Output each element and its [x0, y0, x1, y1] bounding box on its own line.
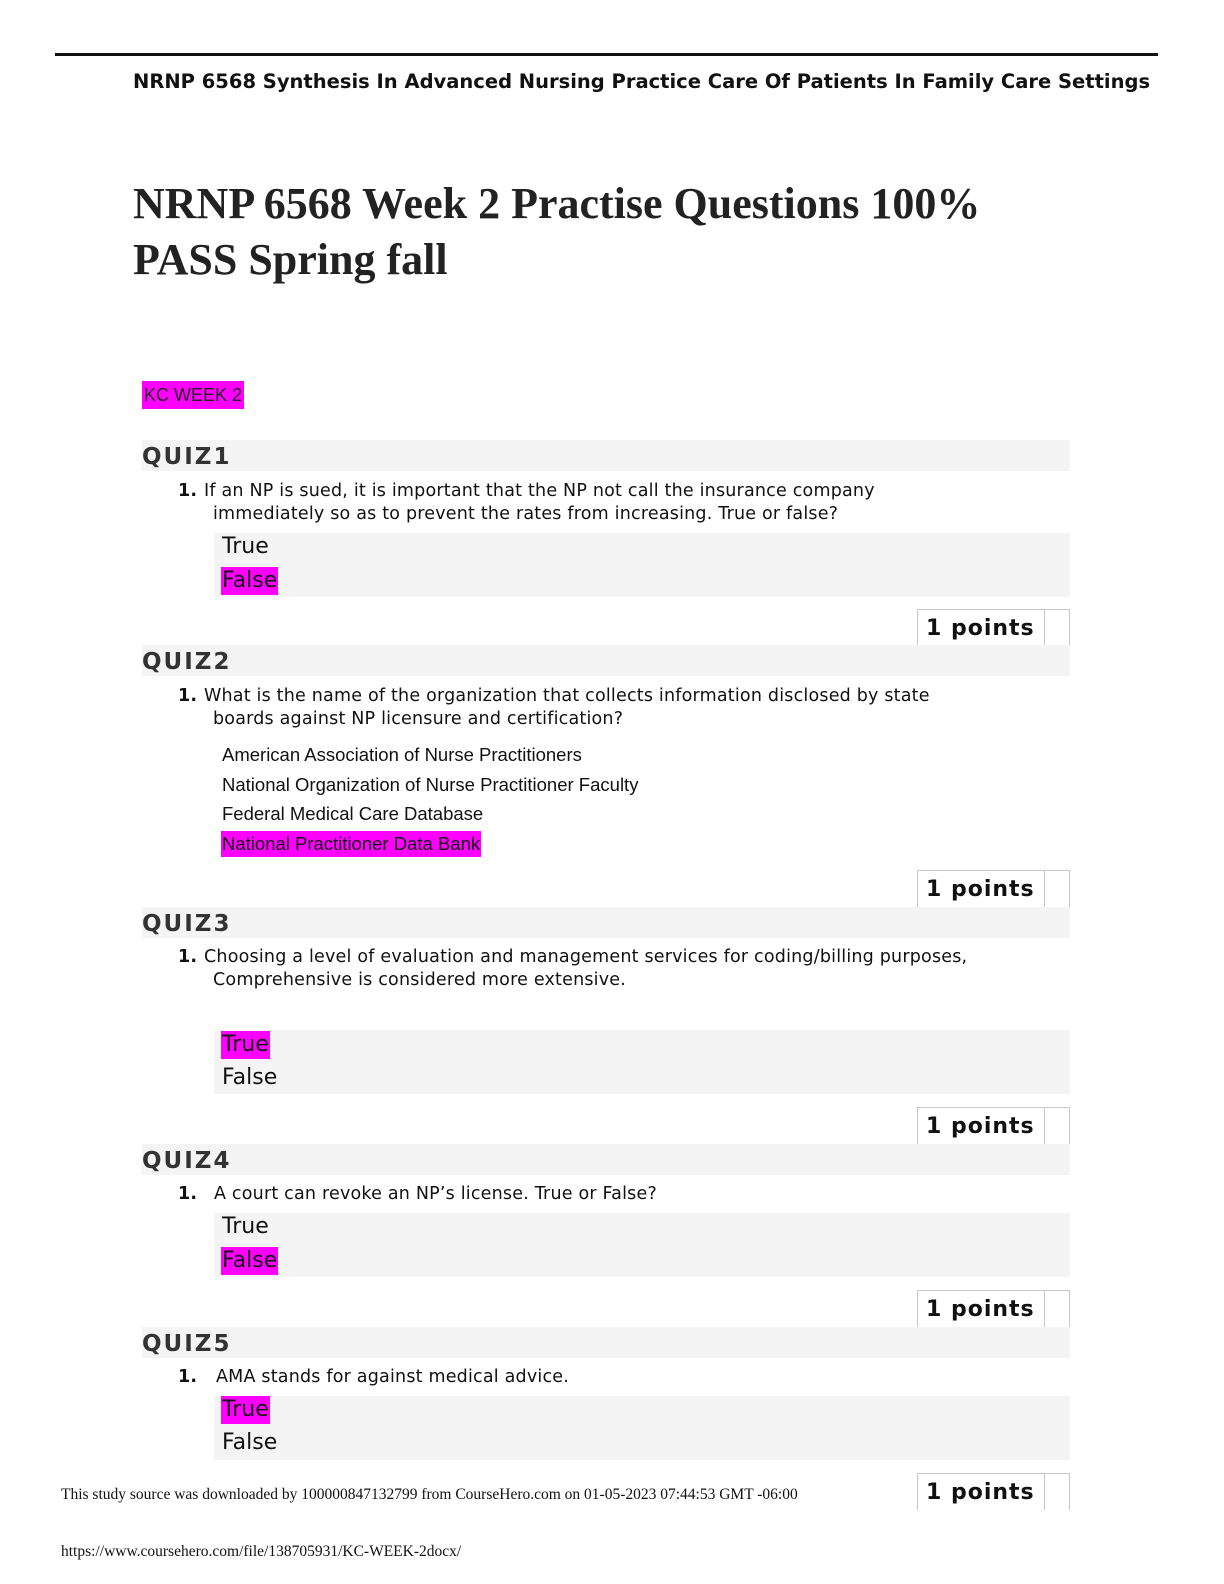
quiz-2-question	[178, 685, 1058, 731]
quiz-4-option-true[interactable]: True	[222, 1214, 269, 1239]
quiz-5-option-false[interactable]: False	[222, 1430, 278, 1455]
points-input-cell[interactable]	[1044, 1108, 1069, 1144]
points-input-cell[interactable]	[1044, 871, 1069, 907]
quiz-2-points-box	[917, 870, 1070, 907]
quiz-5-option-true-selected[interactable]: True	[222, 1397, 269, 1422]
quiz-1-heading: QUIZ1	[142, 440, 1070, 471]
quiz-1-option-true[interactable]: True	[222, 534, 269, 559]
quiz-2-option-2[interactable]: National Organization of Nurse Practitioner Faculty	[222, 774, 639, 795]
top-rule	[55, 53, 1158, 56]
quiz-4-question	[178, 1183, 1058, 1206]
question-number: 1.	[178, 686, 198, 706]
footer-url[interactable]: https://www.coursehero.com/file/138705931/KC-WEEK-2docx/	[61, 1543, 462, 1560]
quiz-5-question	[178, 1366, 1058, 1389]
question-text-line1: If an NP is sued, it is important that the NP not call the insurance company	[204, 481, 875, 501]
quiz-1-option-false-selected[interactable]: False	[222, 568, 278, 593]
quiz-2-option-4-selected[interactable]: National Practitioner Data Bank	[221, 831, 481, 857]
quiz-5-answers	[214, 1396, 1070, 1460]
quiz-4-option-false-selected[interactable]: False	[222, 1248, 278, 1273]
quiz-4-answers	[214, 1213, 1070, 1277]
quiz-5-points-box	[917, 1473, 1070, 1510]
course-header: NRNP 6568 Synthesis In Advanced Nursing Practice Care Of Patients In Family Care Settings	[133, 70, 1151, 93]
question-text-line1: What is the name of the organization that collects information disclosed by state	[204, 686, 930, 706]
quiz-4-heading: QUIZ4	[142, 1144, 1070, 1175]
question-number: 1.	[178, 481, 198, 501]
quiz-5-heading: QUIZ5	[142, 1327, 1070, 1358]
points-input-cell[interactable]	[1044, 1474, 1069, 1510]
points-label: 1 points	[926, 616, 1035, 641]
question-text-line2: Comprehensive is considered more extensive.	[213, 970, 627, 990]
quiz-4-points-box	[917, 1290, 1070, 1327]
question-text-line2: immediately so as to prevent the rates from increasing. True or false?	[213, 504, 839, 524]
quiz-2-option-1[interactable]: American Association of Nurse Practitioners	[222, 744, 582, 765]
points-input-cell[interactable]	[1044, 610, 1069, 646]
quiz-3-heading: QUIZ3	[142, 907, 1070, 938]
points-label: 1 points	[926, 1480, 1035, 1505]
quiz-1-answers	[214, 533, 1070, 597]
quiz-3-points-box	[917, 1107, 1070, 1144]
quiz-3-answers	[214, 1030, 1070, 1094]
question-number: 1.	[178, 947, 198, 967]
points-label: 1 points	[926, 877, 1035, 902]
points-label: 1 points	[926, 1297, 1035, 1322]
question-number: 1.	[178, 1367, 198, 1387]
quiz-1-question	[178, 480, 1058, 526]
page-title: NRNP 6568 Week 2 Practise Questions 100% PASS Spring fall	[133, 179, 981, 284]
quiz-3-question	[178, 946, 1058, 992]
week-tag: KC WEEK 2	[142, 381, 244, 409]
quiz-2-heading: QUIZ2	[142, 645, 1070, 676]
question-text-line1: AMA stands for against medical advice.	[216, 1367, 570, 1387]
quiz-1-points-box	[917, 609, 1070, 646]
quiz-3-option-true-selected[interactable]: True	[222, 1032, 269, 1057]
points-input-cell[interactable]	[1044, 1291, 1069, 1327]
quiz-2-option-3[interactable]: Federal Medical Care Database	[222, 803, 484, 824]
footer-source-note: This study source was downloaded by 100000847132799 from CourseHero.com on 01-05-2023 07:44:53 GMT -06:00	[61, 1486, 798, 1503]
question-text-line1: A court can revoke an NP’s license. True or False?	[214, 1184, 657, 1204]
question-number: 1.	[178, 1184, 198, 1204]
points-label: 1 points	[926, 1114, 1035, 1139]
quiz-3-option-false[interactable]: False	[222, 1065, 278, 1090]
question-text-line1: Choosing a level of evaluation and management services for coding/billing purposes,	[204, 947, 968, 967]
question-text-line2: boards against NP licensure and certification?	[213, 709, 624, 729]
